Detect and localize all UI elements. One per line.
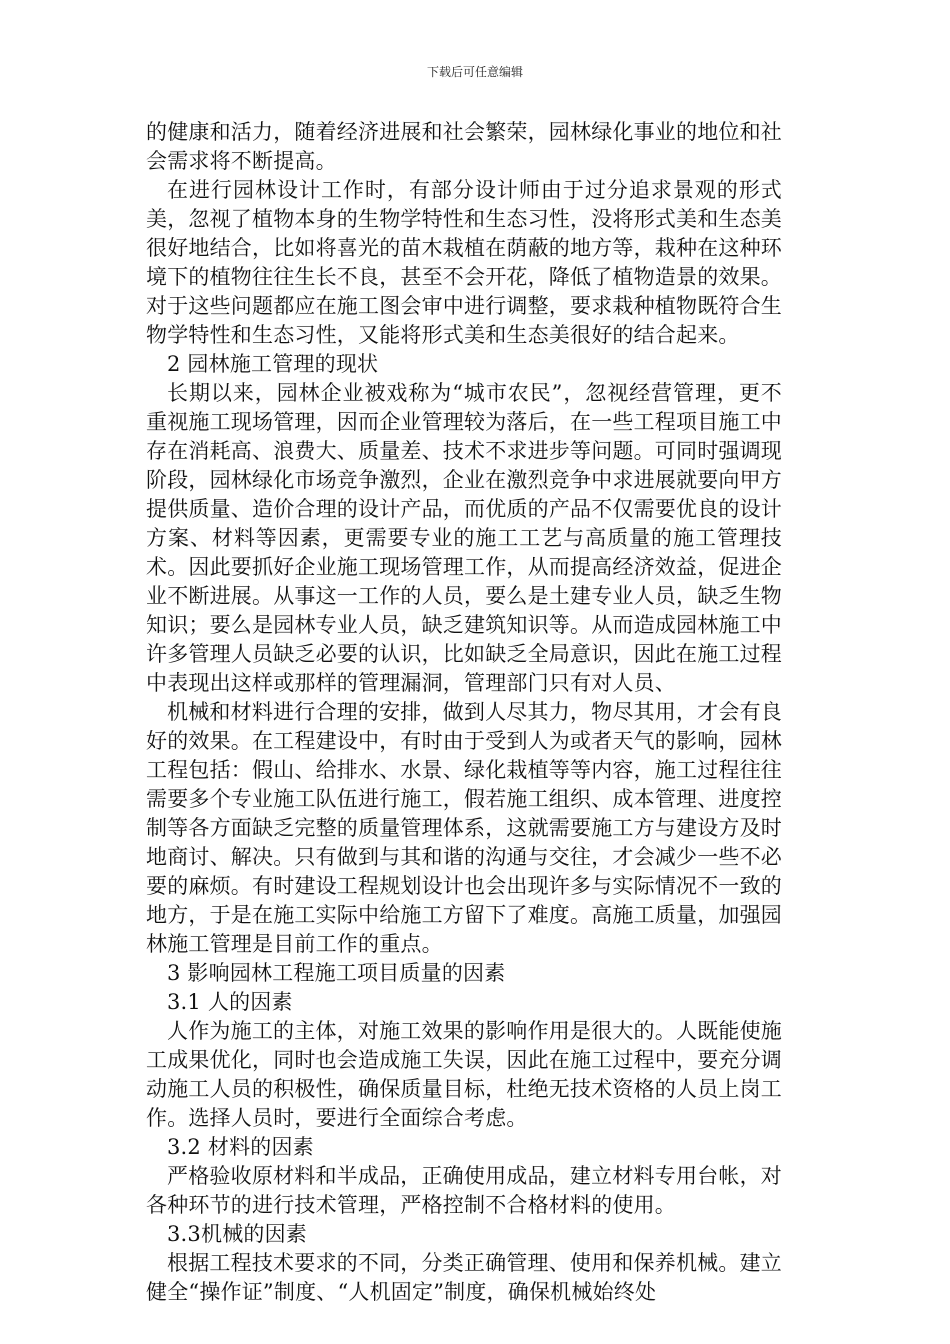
page-header-note: 下载后可任意编辑	[426, 65, 523, 79]
subsection-heading-3-2: 3.2 材料的因素	[167, 1135, 314, 1159]
paragraph-human-factor: 人作为施工的主体，对施工效果的影响作用是很大的。人既能使施工成果优化，同时也会造成施工失误，因此在施工过程中，要充分调动施工人员的积极性，确保质量目标，杜绝无技术资格的人员上岗工作。选择人员时，要进行全面综合考虑。	[146, 1019, 782, 1130]
paragraph-machinery-materials: 机械和材料进行合理的安排，做到人尽其力，物尽其用，才会有良好的效果。在工程建设中，有时由于受到人为或者天气的影响，园林工程包括：假山、给排水、水景、绿化栽植等等内容，施工过程往往需要多个专业施工队伍进行施工，假若施工组织、成本管理、进度控制等各方面缺乏完整的质量管理体系，这就需要施工方与建设方及时地商讨、解决。只有做到与其和谐的沟通与交往，才会减少一些不必要的麻烦。有时建设工程规划设计也会出现许多与实际情况不一致的地方，于是在施工实际中给施工方留下了难度。高施工质量，加强园林施工管理是目前工作的重点。	[146, 700, 782, 956]
paragraph-management-status: 长期以来，园林企业被戏称为“城市农民”，忽视经营管理，更不重视施工现场管理，因而企业管理较为落后，在一些工程项目施工中存在消耗高、浪费大、质量差、技术不求进步等问题。可同时强调现阶段，园林绿化市场竞争激烈，企业在激烈竞争中求进展就要向甲方提供质量、造价合理的设计产品，而优质的产品不仅需要优良的设计方案、材料等因素，更需要专业的施工工艺与高质量的施工管理技术。因此要抓好企业施工现场管理工作，从而提高经济效益，促进企业不断进展。从事这一工作的人员，要么是土建专业人员，缺乏生物知识；要么是园林专业人员，缺乏建筑知识等。从而造成园林施工中许多管理人员缺乏必要的认识，比如缺乏全局意识，因此在施工过程中表现出这样或那样的管理漏洞，管理部门只有对人员、	[146, 381, 782, 695]
document-body	[146, 118, 782, 1307]
paragraph-design-issues: 在进行园林设计工作时，有部分设计师由于过分追求景观的形式美，忽视了植物本身的生物学特性和生态习性，没将形式美和生态美很好地结合，比如将喜光的苗木栽植在荫蔽的地方等，栽种在这种环境下的植物往往生长不良，甚至不会开花，降低了植物造景的效果。对于这些问题都应在施工图会审中进行调整，要求栽种植物既符合生物学特性和生态习性，又能将形式美和生态美很好的结合起来。	[146, 178, 782, 347]
subsection-heading-3-3: 3.3机械的因素	[167, 1222, 307, 1246]
subsection-heading-3-1: 3.1 人的因素	[167, 990, 293, 1014]
paragraph-machinery-factor: 根据工程技术要求的不同，分类正确管理、使用和保养机械。建立健全“操作证”制度、“人机固定”制度，确保机械始终处	[146, 1251, 782, 1304]
section-heading-2: 2 园林施工管理的现状	[167, 352, 379, 376]
paragraph-material-factor: 严格验收原材料和半成品，正确使用成品，建立材料专用台帐，对各种环节的进行技术管理，严格控制不合格材料的使用。	[146, 1164, 782, 1217]
section-heading-3: 3 影响园林工程施工项目质量的因素	[167, 961, 506, 985]
paragraph-continuation: 的健康和活力，随着经济进展和社会繁荣，园林绿化事业的地位和社会需求将不断提高。	[146, 120, 782, 173]
